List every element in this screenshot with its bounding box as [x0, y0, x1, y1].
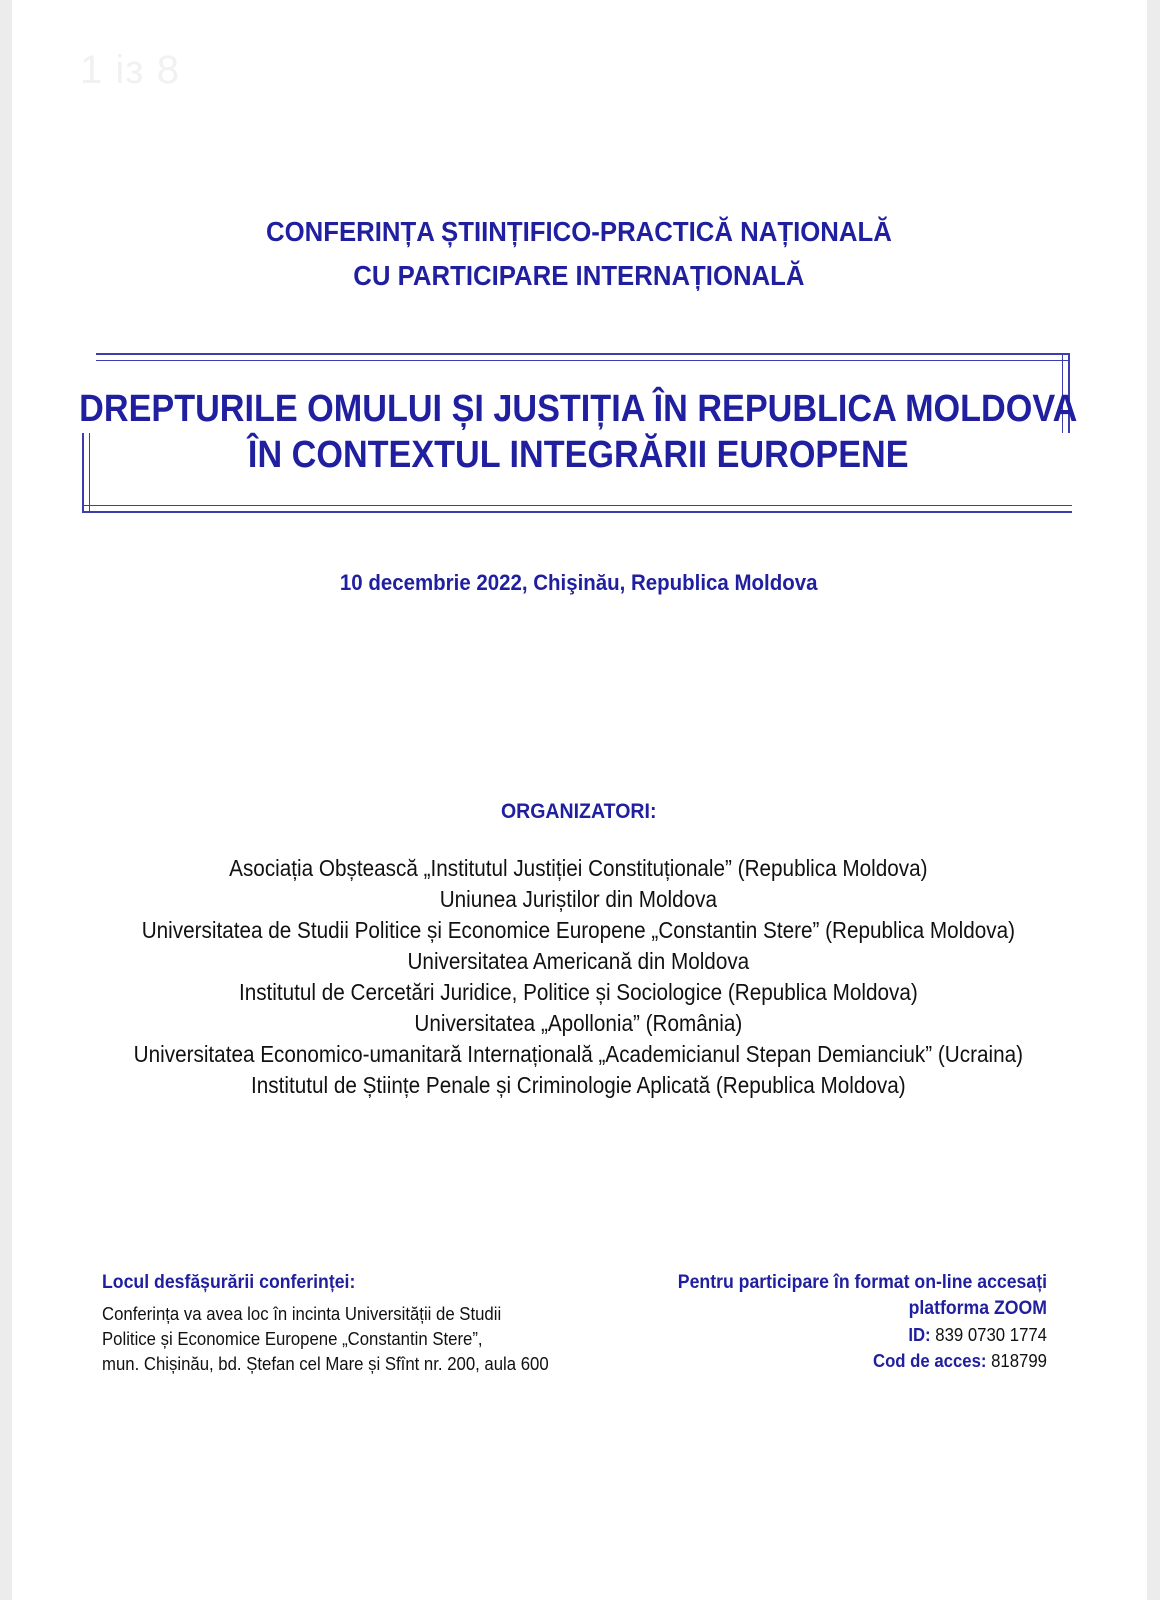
main-title-line-2: ÎN CONTEXTUL INTEGRĂRII EUROPENE — [247, 434, 909, 476]
organizers-heading: ORGANIZATORI: — [500, 800, 657, 823]
title-frame-top — [96, 353, 1070, 361]
organizer-item: Institutul de Științe Penale și Criminologie Aplicată (Republica Moldova) — [251, 1072, 906, 1098]
online-label-line-2: platforma ZOOM — [908, 1298, 1047, 1319]
organizer-item: Institutul de Cercetări Juridice, Politice și Sociologice (Republica Moldova) — [238, 979, 918, 1005]
venue-line: Conferința va avea loc în incinta Universității de Studii — [102, 1304, 502, 1324]
conference-heading — [57, 210, 1101, 298]
conference-heading-line-2: CU PARTICIPARE INTERNAȚIONALĂ — [353, 260, 805, 291]
zoom-code-value[interactable]: 818799 — [991, 1351, 1047, 1371]
organizer-item: Universitatea „Apollonia” (România) — [414, 1010, 743, 1036]
zoom-code-label: Cod de acces: — [872, 1351, 992, 1371]
page-counter: 1 із 8 — [80, 48, 180, 92]
venue-line: Politice și Economice Europene „Constantin Stere”, — [102, 1329, 483, 1349]
organizer-item: Universitatea de Studii Politice și Economice Europene „Constantin Stere” (Republica Moldova) — [141, 917, 1015, 943]
date-place: 10 decembrie 2022, Chişinău, Republica Moldova — [339, 570, 818, 595]
zoom-id-row — [563, 1322, 1047, 1348]
organizer-item: Uniunea Juriștilor din Moldova — [439, 886, 717, 912]
zoom-id-value[interactable]: 839 0730 1774 — [935, 1325, 1047, 1345]
venue-line: mun. Chișinău, bd. Ștefan cel Mare și Sfînt nr. 200, aula 600 — [102, 1354, 549, 1374]
venue-label: Locul desfășurării conferinței: — [102, 1272, 356, 1293]
organizers-list — [68, 853, 1090, 1101]
zoom-id-label: ID: — [908, 1325, 936, 1345]
venue-block — [102, 1270, 586, 1377]
online-participation-block — [563, 1270, 1047, 1374]
conference-heading-line-1: CONFERINȚA ȘTIINȚIFICO-PRACTICĂ NAȚIONALĂ — [265, 216, 892, 247]
title-frame-bottom — [82, 505, 1072, 513]
organizer-item: Universitatea Americană din Moldova — [407, 948, 750, 974]
main-title — [68, 386, 1090, 478]
zoom-code-row — [563, 1348, 1047, 1374]
organizer-item: Asociația Obștească „Institutul Justiției Constituționale” (Republica Moldova) — [229, 855, 928, 881]
main-title-line-1: DREPTURILE OMULUI ȘI JUSTIȚIA ÎN REPUBLICA MOLDOVA — [79, 388, 1078, 430]
document-page — [12, 0, 1147, 1600]
online-label-line-1: Pentru participare în format on-line accesați — [677, 1272, 1047, 1293]
organizer-item: Universitatea Economico-umanitară Internațională „Academicianul Stepan Demianciuk” (Ucraina) — [133, 1041, 1024, 1067]
